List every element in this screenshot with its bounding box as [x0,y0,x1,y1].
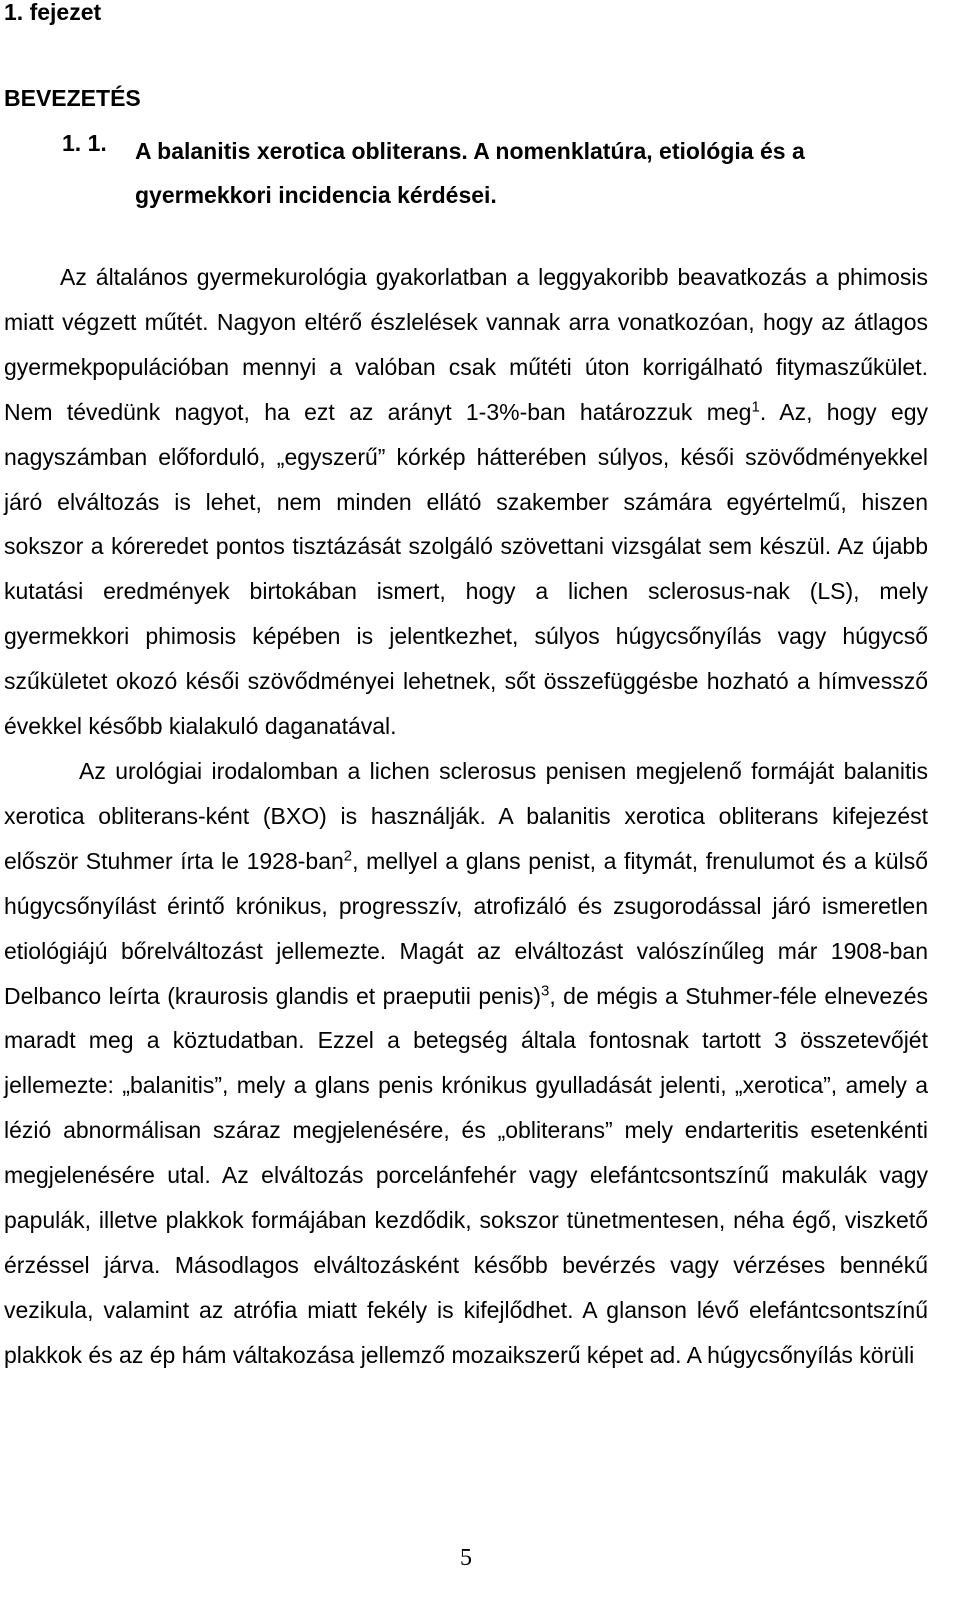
page-number: 5 [460,1545,472,1571]
paragraph-text: . Az, hogy egy nagyszámban előforduló, „egyszerű” kórkép hátterében súlyos, késői szövődményekkel járó elváltozás is lehet, nem minden ellátó szakember számára egyértelmű, hiszen sokszor a kóreredet pontos tisztázását szolgáló szövettani vizsgálat sem készül. Az újabb kutatási eredmények birtokában ismert, hogy a lichen sclerosus-nak (LS), mely gyermekkori phimosis képében is jelentkezhet, súlyos húgycsőnyílás vagy húgycső szűkületet okozó késői szövődményei lehetnek, sőt összefüggésbe hozható a hímvessző évekkel később kialakuló daganatával. [4,398,929,740]
section-heading: BEVEZETÉS [4,85,141,111]
footnote-ref: 3 [540,981,550,999]
subsection-title: A balanitis xerotica obliterans. A nomenklatúra, etiológia és a gyermekkori incidencia kérdései. [135,138,805,208]
paragraph-text: , mellyel a glans penist, a fitymát, frenulumot és a külső húgycsőnyílást érintő krónikus, progresszív, atrofizáló és zsugorodással járó ismeretlen etiológiájú bőrelváltozást jellemezte. Magát az elváltozást valószínűleg már 1908-ban Delbanco leírta (kraurosis glandis et praeputii penis) [4,847,928,1009]
paragraph-text: , de mégis a Stuhmer-féle elnevezés maradt meg a köztudatban. Ezzel a betegség általa fontosnak tartott 3 összetevőjét jellemezte: „balanitis”, mely a glans penis krónikus gyulladását jelenti, „xerotica”, amely a lézió abnormálisan száraz megjelenésére, és „obliterans” mely endarteritis esetenkénti megjelenésére utal. Az elváltozás porcelánfehér vagy elefántcsontszínű makulák vagy papulák, illetve plakkok formájában kezdődik, sokszor tünetmentesen, néha égő, viszkető érzéssel járva. Másodlagos elváltozásként később bevérzés vagy vérzéses bennékű vezikula, valamint az atrófia miatt fekély is kifejlődhet. A glanson lévő elefántcsontszínű plakkok és az ép hám váltakozása jellemző mozaikszerű képet ad. A húgycsőnyílás körüli [4,982,928,1368]
paragraph [4,255,928,749]
body-text [4,255,928,1378]
chapter-heading: 1. fejezet [4,0,102,25]
paragraph-text: Az urológiai irodalomban a lichen sclerosus penisen megjelenő formáját balanitis xerotica obliterans-ként (BXO) is használják. A balanitis xerotica obliterans kifejezést először Stuhmer írta le 1928-ban [4,757,928,874]
paragraph-text: Az általános gyermekurológia gyakorlatban a leggyakoribb beavatkozás a phimosis miatt végzett műtét. Nagyon eltérő észlelések vannak arra vonatkozóan, hogy az átlagos gyermekpopulációban mennyi a valóban csak műtéti úton korrigálható fitymaszűkület. Nem tévedünk nagyot, ha ezt az arányt 1-3%-ban határozzuk meg [4,264,928,425]
subsection-number: 1. 1. [62,130,107,156]
footnote-ref: 2 [343,847,353,865]
paragraph [4,749,928,1378]
footnote-ref: 1 [751,398,760,416]
